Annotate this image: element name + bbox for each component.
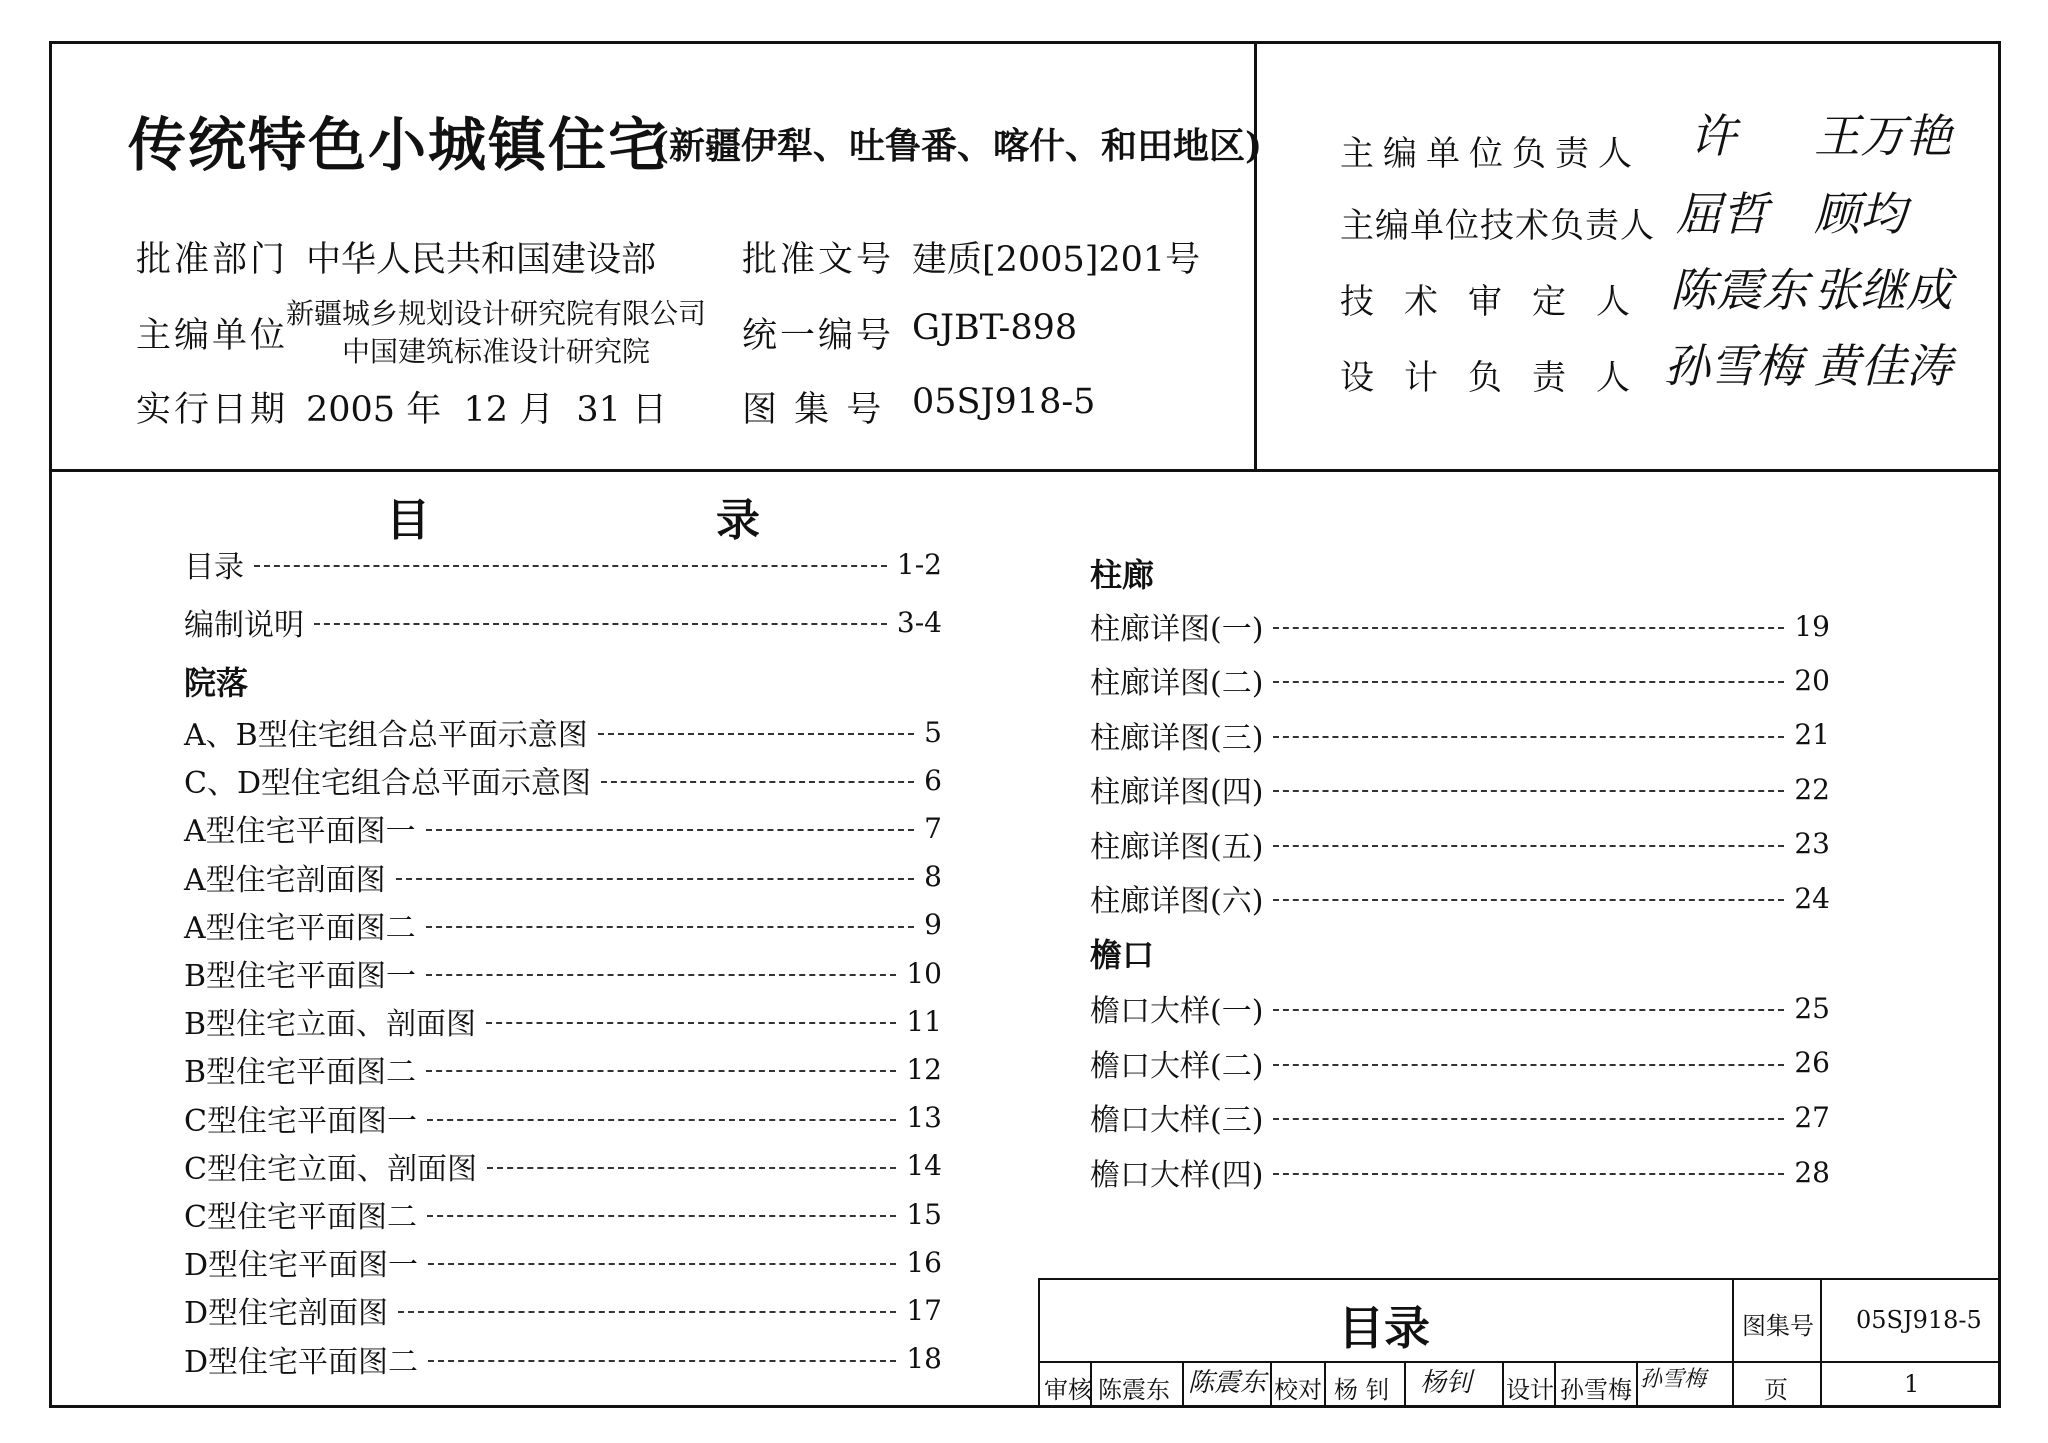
toc-entry-label: B型住宅立面、剖面图 — [184, 1007, 477, 1043]
toc-row — [184, 903, 942, 947]
leader-dashes — [1273, 1009, 1784, 1011]
toc-entry-label: 目录 — [184, 550, 244, 585]
editor-line1: 新疆城乡规划设计研究院有限公司 — [286, 297, 707, 330]
toc-entry-label: 柱廊详图(二) — [1090, 666, 1264, 702]
leader-dashes — [428, 1263, 896, 1265]
atlas-subtitle: (新疆伊犁、吐鲁番、喀什、和田地区) — [652, 125, 1263, 167]
toc-row — [1090, 1095, 1830, 1139]
checker-name: 杨 钊 — [1334, 1376, 1390, 1404]
signature-design-lead-1: 孙雪梅 — [1664, 339, 1802, 393]
toc-row — [184, 1337, 942, 1381]
design-label: 设计 — [1506, 1376, 1554, 1404]
toc-entry-label: D型住宅平面图一 — [184, 1248, 419, 1284]
signature-chief-tech-1: 屈哲 — [1676, 187, 1768, 241]
toc-entry-label: 柱廊详图(一) — [1090, 612, 1264, 647]
tb-cell-8 — [1636, 1361, 1638, 1408]
toc-entry-page: 23 — [1794, 827, 1830, 861]
toc-row — [1090, 1150, 1830, 1194]
tb-cell-7 — [1554, 1361, 1556, 1408]
leader-dashes — [427, 1119, 896, 1121]
toc-entry-page: 27 — [1794, 1100, 1830, 1134]
leader-dashes — [598, 733, 914, 735]
tb-cell-4 — [1324, 1361, 1326, 1408]
designer-name: 孙雪梅 — [1560, 1376, 1632, 1404]
tb-cell-6 — [1502, 1361, 1504, 1408]
toc-entry-label: 柱廊详图(三) — [1090, 720, 1264, 756]
toc-entry-page: 15 — [906, 1197, 942, 1231]
signature-chief-unit-2: 王万艳 — [1814, 109, 1952, 163]
toc-row — [184, 999, 942, 1043]
role-tech-review: 技术审定人 — [1340, 282, 1660, 322]
leader-dashes — [486, 1022, 896, 1024]
toc-row — [184, 1096, 942, 1140]
toc-row — [184, 951, 942, 995]
unified-no-label: 统一编号 — [742, 316, 895, 356]
leader-dashes — [426, 1070, 896, 1072]
toc-row — [1090, 767, 1830, 811]
signature-chief-tech-2: 顾均 — [1814, 187, 1906, 241]
toc-entry-label: 檐口大样(二) — [1090, 1048, 1264, 1084]
leader-dashes — [1273, 899, 1784, 901]
reviewer-signature: 陈震东 — [1188, 1368, 1267, 1398]
toc-row — [184, 710, 942, 754]
leader-dashes — [314, 623, 887, 625]
designer-signature: 孙雪梅 — [1640, 1367, 1707, 1392]
toc-entry-label: C型住宅立面、剖面图 — [184, 1151, 477, 1187]
page-label: 页 — [1764, 1376, 1788, 1404]
toc-entry-label: A型住宅剖面图 — [184, 862, 386, 898]
approval-doc: 建质[2005]201号 — [912, 240, 1201, 280]
toc-row — [1090, 876, 1830, 920]
toc-entry-label: D型住宅平面图二 — [184, 1344, 419, 1380]
toc-row — [184, 600, 942, 644]
header-vertical-divider — [1254, 41, 1257, 471]
effective-date: 2005 年 12 月 31 日 — [306, 390, 668, 430]
toc-section-eaves: 檐口 — [1090, 936, 1155, 974]
toc-entry-page: 1-2 — [896, 547, 942, 581]
leader-dashes — [1273, 681, 1784, 683]
toc-entry-page: 17 — [906, 1293, 942, 1327]
toc-entry-page: 3-4 — [896, 605, 942, 639]
page-value: 1 — [1904, 1370, 1920, 1398]
title-block-left — [1038, 1278, 1040, 1408]
toc-heading-right: 录 — [716, 495, 760, 546]
approval-doc-label: 批准文号 — [742, 240, 895, 280]
toc-entry-label: 檐口大样(一) — [1090, 994, 1264, 1029]
toc-entry-page: 20 — [1794, 663, 1830, 697]
approval-dept-label: 批准部门 — [136, 240, 289, 280]
leader-dashes — [426, 974, 896, 976]
check-label: 校对 — [1274, 1376, 1322, 1404]
toc-entry-page: 11 — [906, 1004, 942, 1038]
toc-entry-page: 22 — [1794, 772, 1830, 806]
toc-entry-page: 16 — [906, 1245, 942, 1279]
leader-dashes — [1273, 845, 1784, 847]
toc-row — [184, 1240, 942, 1284]
review-label: 审核 — [1044, 1376, 1092, 1404]
leader-dashes — [1273, 790, 1784, 792]
toc-entry-page: 19 — [1794, 609, 1830, 643]
atlas-no: 05SJ918-5 — [912, 382, 1096, 422]
toc-entry-label: C型住宅平面图一 — [184, 1103, 417, 1139]
toc-entry-label: 檐口大样(三) — [1090, 1103, 1264, 1139]
leader-dashes — [426, 829, 915, 831]
toc-row — [184, 1288, 942, 1332]
leader-dashes — [601, 781, 914, 783]
toc-entry-label: A型住宅平面图二 — [184, 910, 416, 946]
role-design-lead: 设计负责人 — [1340, 358, 1660, 398]
toc-section-courtyard: 院落 — [184, 664, 249, 702]
atlas-title: 传统特色小城镇住宅 — [128, 111, 669, 179]
leader-dashes — [396, 878, 915, 880]
leader-dashes — [428, 1360, 896, 1362]
signature-design-lead-2: 黄佳涛 — [1814, 339, 1952, 393]
toc-row — [1090, 658, 1830, 702]
toc-entry-page: 6 — [924, 763, 942, 797]
role-chief-tech: 主编单位技术负责人 — [1340, 206, 1655, 246]
toc-entry-page: 10 — [906, 956, 942, 990]
toc-entry-page: 25 — [1794, 991, 1830, 1025]
leader-dashes — [426, 926, 915, 928]
toc-entry-label: 檐口大样(四) — [1090, 1158, 1264, 1194]
title-block-name: 目录 — [1338, 1301, 1430, 1355]
title-block-atlas-value: 05SJ918-5 — [1856, 1306, 1982, 1334]
toc-row — [1090, 986, 1830, 1030]
signature-chief-unit-1: 许 — [1690, 109, 1736, 163]
toc-row — [184, 542, 942, 586]
toc-row — [184, 1144, 942, 1188]
tb-cell-2 — [1182, 1361, 1184, 1408]
toc-entry-page: 13 — [906, 1101, 942, 1135]
leader-dashes — [1273, 1064, 1784, 1066]
toc-entry-label: 编制说明 — [184, 608, 304, 643]
effective-label: 实行日期 — [136, 390, 289, 430]
tb-cell-5 — [1404, 1361, 1406, 1408]
toc-row — [184, 1047, 942, 1091]
leader-dashes — [254, 565, 887, 567]
leader-dashes — [398, 1311, 896, 1313]
editor-label: 主编单位 — [136, 316, 289, 356]
editor-line2: 中国建筑标准设计研究院 — [342, 335, 651, 368]
checker-signature: 杨钊 — [1420, 1368, 1473, 1398]
toc-entry-page: 18 — [906, 1342, 942, 1376]
toc-entry-label: 柱廊详图(四) — [1090, 775, 1264, 811]
toc-section-colonnade: 柱廊 — [1090, 556, 1155, 594]
toc-entry-page: 21 — [1794, 718, 1830, 752]
leader-dashes — [1273, 736, 1784, 738]
toc-entry-page: 26 — [1794, 1046, 1830, 1080]
leader-dashes — [487, 1167, 896, 1169]
leader-dashes — [1273, 1118, 1784, 1120]
approval-dept: 中华人民共和国建设部 — [306, 240, 657, 280]
toc-entry-label: B型住宅平面图一 — [184, 959, 417, 994]
toc-row — [1090, 713, 1830, 757]
title-block-div-2 — [1820, 1278, 1822, 1408]
toc-row — [1090, 1041, 1830, 1085]
leader-dashes — [1273, 627, 1784, 629]
toc-entry-page: 8 — [924, 860, 942, 894]
title-block-top — [1038, 1278, 2001, 1280]
toc-entry-page: 5 — [924, 715, 942, 749]
toc-entry-page: 28 — [1794, 1155, 1830, 1189]
toc-entry-label: D型住宅剖面图 — [184, 1296, 389, 1332]
leader-dashes — [1273, 1173, 1784, 1175]
tb-cell-3 — [1270, 1361, 1272, 1408]
toc-heading-left: 目 — [386, 495, 430, 546]
toc-row — [184, 855, 942, 899]
reviewer-name: 陈震东 — [1098, 1376, 1170, 1404]
role-chief-unit: 主编单位负责人 — [1340, 134, 1641, 174]
toc-entry-label: A、B型住宅组合总平面示意图 — [184, 718, 588, 753]
toc-entry-page: 12 — [906, 1052, 942, 1086]
toc-entry-label: C型住宅平面图二 — [184, 1200, 417, 1235]
leader-dashes — [427, 1215, 896, 1217]
title-block-div-1 — [1732, 1278, 1734, 1408]
toc-entry-label: B型住宅平面图二 — [184, 1055, 417, 1091]
signature-tech-review-2: 张继成 — [1814, 263, 1952, 317]
toc-entry-page: 24 — [1794, 881, 1830, 915]
toc-entry-page: 9 — [924, 908, 942, 942]
toc-entry-label: A型住宅平面图一 — [184, 814, 416, 850]
unified-no: GJBT-898 — [912, 308, 1078, 348]
toc-row — [1090, 822, 1830, 866]
header-divider — [49, 469, 2001, 472]
toc-entry-label: 柱廊详图(六) — [1090, 884, 1264, 919]
toc-row — [184, 1192, 942, 1236]
toc-row — [184, 806, 942, 850]
title-block-atlas-label: 图集号 — [1742, 1312, 1814, 1340]
toc-row — [184, 758, 942, 802]
toc-row — [1090, 604, 1830, 648]
toc-entry-label: 柱廊详图(五) — [1090, 829, 1264, 865]
toc-entry-page: 14 — [906, 1149, 942, 1183]
toc-entry-label: C、D型住宅组合总平面示意图 — [184, 766, 592, 802]
atlas-no-label: 图 集 号 — [742, 390, 885, 430]
toc-entry-page: 7 — [924, 811, 942, 845]
signature-tech-review-1: 陈震东 — [1670, 263, 1808, 317]
